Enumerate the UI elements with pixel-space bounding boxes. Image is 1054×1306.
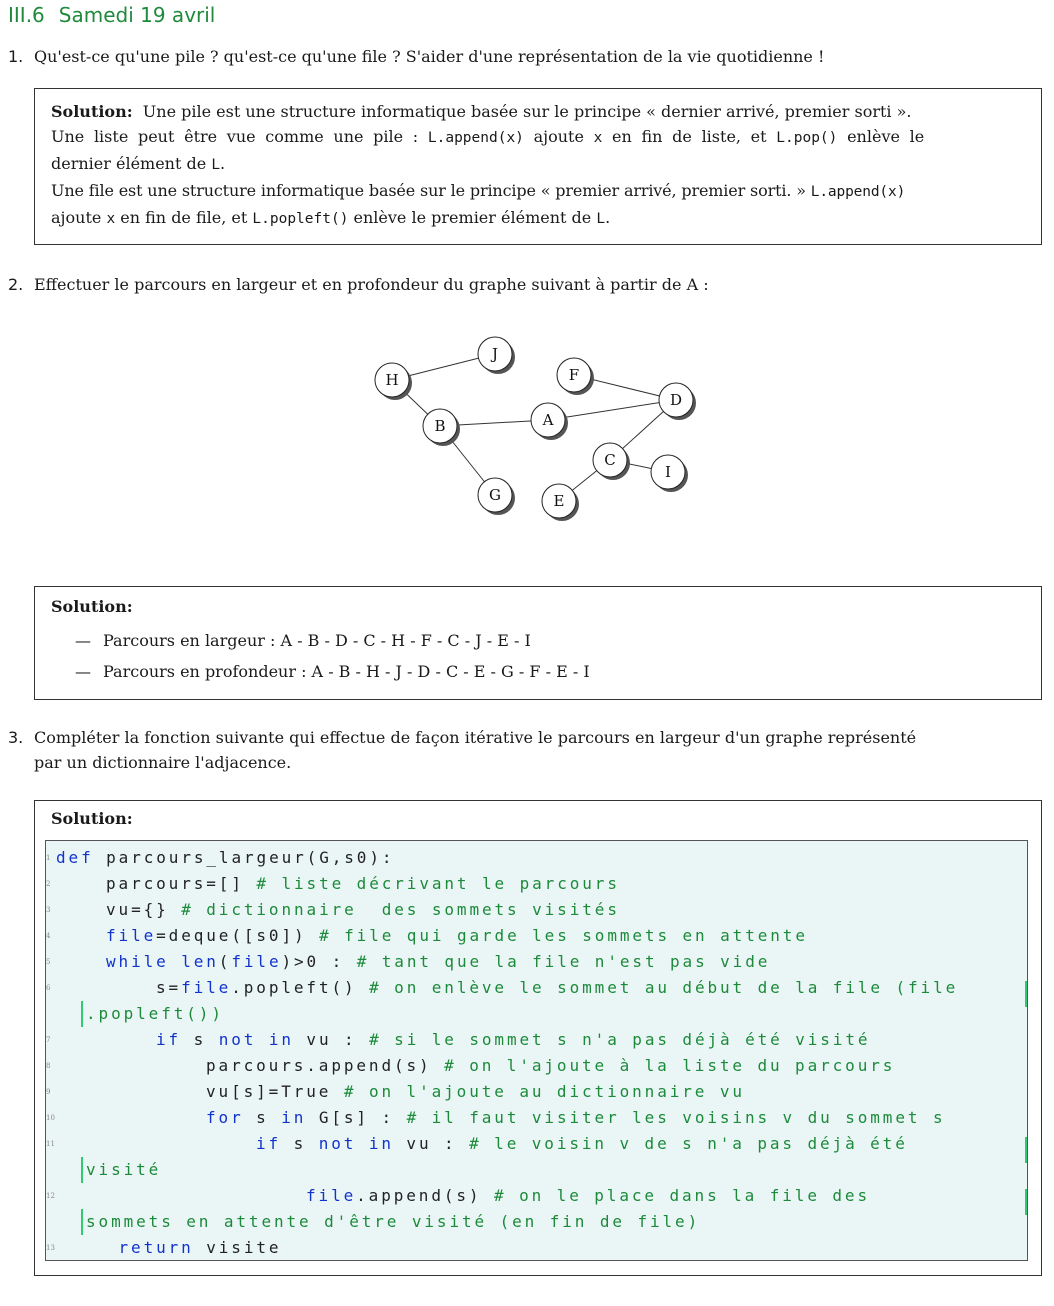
line-number: 13	[46, 1244, 55, 1252]
code-keyword: def	[56, 848, 94, 867]
dash: —	[75, 662, 91, 681]
code-keyword: not in	[318, 1134, 394, 1153]
question-number: 3.	[8, 728, 24, 747]
question-number: 2.	[8, 275, 24, 294]
inline-code: L.append(x)	[427, 130, 524, 146]
code-text: s	[181, 1030, 219, 1049]
question-text: Qu'est-ce qu'une pile ? qu'est-ce qu'une file ? S'aider d'une représentation de la vie quotidienne !	[34, 47, 825, 66]
line-number: 4	[46, 932, 51, 940]
code-comment: # liste décrivant le parcours	[256, 874, 620, 893]
code-keyword: while len	[106, 952, 219, 971]
code-text: s	[281, 1134, 319, 1153]
code-comment: # on l'ajoute à la liste du parcours	[444, 1056, 896, 1075]
graph-node-I	[651, 455, 688, 492]
code-line	[46, 975, 959, 1001]
code-line	[46, 1027, 871, 1053]
question-3	[0, 725, 1054, 775]
code-keyword: if	[156, 1030, 182, 1049]
graph-node-D	[659, 383, 696, 420]
section-number: III.6	[8, 3, 45, 27]
code-line	[46, 1235, 282, 1261]
code-text: =deque([s0])	[156, 926, 320, 945]
code-keyword: not in	[218, 1030, 294, 1049]
code-text: parcours_largeur(G,s0):	[93, 848, 395, 867]
code-text: (	[218, 952, 232, 971]
wrap-marker	[81, 1209, 83, 1235]
graph-node-label: E	[553, 492, 565, 510]
graph-node-label: J	[491, 345, 499, 363]
section-heading: Samedi 19 avril	[58, 3, 216, 27]
line-number: 11	[46, 1140, 55, 1148]
inline-code: L	[211, 157, 221, 173]
code-line	[46, 923, 808, 949]
wrap-marker	[1025, 1189, 1027, 1215]
code-comment: # dictionnaire des sommets visités	[181, 900, 620, 919]
code-comment: # on l'ajoute au dictionnaire vu	[343, 1082, 745, 1101]
code-comment: .popleft())	[86, 1004, 224, 1023]
text-run: Une pile est une structure informatique basée sur le principe « dernier arrivé, premier sorti ».	[142, 102, 912, 121]
line-number: 7	[46, 1036, 51, 1044]
code-comment: sommets en attente d'être visité (en fin de file)	[86, 1212, 701, 1231]
solution-label: Solution:	[51, 102, 133, 121]
text-run: en fin de liste, et	[612, 127, 767, 146]
inline-code: x	[593, 130, 603, 146]
wrap-marker	[81, 1157, 83, 1183]
code-text: vu :	[293, 1030, 370, 1049]
code-line	[46, 871, 620, 897]
code-text: .append(s)	[356, 1186, 495, 1205]
section-title	[8, 3, 215, 27]
code-keyword: file	[106, 926, 157, 945]
line-number: 12	[46, 1192, 55, 1200]
code-comment: # tant que la file n'est pas vide	[356, 952, 771, 971]
graph-node-label: I	[665, 463, 671, 481]
graph-node-B	[423, 409, 460, 446]
code-line	[46, 897, 620, 923]
text-run: enlève le	[847, 127, 925, 146]
graph-node-label: D	[669, 391, 683, 409]
graph-node-J	[478, 337, 515, 374]
code-comment: # on enlève le sommet au début de la file (file	[369, 978, 959, 997]
code-text: visite	[193, 1238, 282, 1257]
code-text: vu={}	[106, 900, 182, 919]
graph-node-H	[375, 363, 412, 400]
inline-code: L	[596, 211, 606, 227]
code-text: .popleft()	[231, 978, 370, 997]
line-number: 6	[46, 984, 51, 992]
line-number: 9	[46, 1088, 51, 1096]
code-comment: # il faut visiter les voisins v du sommet s	[406, 1108, 946, 1127]
code-comment: # si le sommet s n'a pas déjà été visité	[369, 1030, 871, 1049]
wrap-marker	[1025, 981, 1027, 1007]
code-keyword: for	[206, 1108, 244, 1127]
question-number: 1.	[8, 47, 24, 66]
text-run: enlève le premier élément de	[353, 208, 592, 227]
solution-label: Solution:	[51, 597, 133, 616]
code-text: parcours=[]	[106, 874, 257, 893]
code-text: G[s] :	[306, 1108, 407, 1127]
code-keyword: if	[256, 1134, 282, 1153]
code-line	[56, 1157, 161, 1183]
text-run: dernier élément de	[51, 154, 207, 173]
list-item	[75, 656, 590, 687]
question-text-line-1: Compléter la fonction suivante qui effectue de façon itérative le parcours en largeur d'un graphe représenté	[34, 728, 917, 747]
line-number: 8	[46, 1062, 51, 1070]
code-line	[46, 845, 395, 871]
code-line	[46, 1053, 896, 1079]
graph-node-label: A	[542, 411, 554, 429]
graph-node-F	[557, 358, 594, 395]
traversal-list	[75, 625, 590, 687]
code-keyword: file	[181, 978, 232, 997]
code-keyword: return	[118, 1238, 194, 1257]
graph-node-label: B	[434, 417, 446, 435]
code-comment: # le voisin v de s n'a pas déjà été	[469, 1134, 908, 1153]
graph-node-A	[531, 403, 568, 440]
graph-node-label: C	[604, 451, 616, 469]
line-number: 5	[46, 958, 51, 966]
line-number: 10	[46, 1114, 55, 1122]
code-line	[46, 949, 771, 975]
code-block	[45, 840, 1028, 1261]
graph-diagram	[360, 330, 720, 530]
code-keyword: file	[306, 1186, 357, 1205]
text-run: Une file est une structure informatique basée sur le principe « premier arrivé, premier sorti. »	[51, 181, 806, 200]
text-run: .	[605, 208, 611, 227]
question-2	[0, 272, 1054, 297]
text-run: ajoute	[533, 127, 584, 146]
solution-box-2	[34, 586, 1042, 700]
graph-node-G	[478, 478, 515, 515]
code-line	[46, 1105, 946, 1131]
solution-label: Solution:	[51, 809, 133, 828]
code-keyword: in	[281, 1108, 307, 1127]
solution-text-1	[51, 99, 1027, 232]
question-1	[0, 44, 1054, 69]
graph-node-C	[593, 443, 630, 480]
dash: —	[75, 631, 91, 650]
code-comment: visité	[86, 1160, 162, 1179]
code-text: s	[243, 1108, 282, 1127]
code-text: vu[s]=True	[206, 1082, 344, 1101]
inline-code: L.pop()	[776, 130, 838, 146]
inline-code: L.append(x)	[810, 184, 906, 200]
code-line	[56, 1209, 700, 1235]
code-line	[46, 1183, 870, 1209]
inline-code: L.popleft()	[252, 211, 349, 227]
wrap-marker	[1025, 1137, 1027, 1163]
text-run: ajoute	[51, 208, 102, 227]
code-text: parcours.append(s)	[206, 1056, 445, 1075]
line-number: 2	[46, 880, 51, 888]
text-run: .	[220, 154, 226, 173]
graph-node-label: F	[568, 366, 580, 384]
graph-node-label: G	[489, 486, 501, 504]
code-keyword: file	[231, 952, 282, 971]
wrap-marker	[81, 1001, 83, 1027]
list-item	[75, 625, 590, 656]
text-run: en fin de file, et	[120, 208, 248, 227]
code-line	[46, 1131, 908, 1157]
code-text: vu :	[393, 1134, 470, 1153]
text-run: Une liste peut être vue comme une pile :	[51, 127, 419, 146]
line-number: 1	[46, 854, 51, 862]
code-text: )>0 :	[281, 952, 357, 971]
code-comment: # file qui garde les sommets en attente	[319, 926, 808, 945]
graph-node-label: H	[385, 371, 399, 389]
code-text: s=	[156, 978, 182, 997]
solution-box-1	[34, 88, 1042, 245]
question-text-line-2: par un dictionnaire l'adjacence.	[34, 753, 292, 772]
code-comment: # on le place dans la file des	[494, 1186, 870, 1205]
inline-code: x	[106, 211, 116, 227]
line-number: 3	[46, 906, 51, 914]
bfs-result: Parcours en largeur : A - B - D - C - H - F - C - J - E - I	[103, 631, 531, 650]
dfs-result: Parcours en profondeur : A - B - H - J - D - C - E - G - F - E - I	[103, 662, 590, 681]
code-line	[46, 1079, 745, 1105]
question-text: Effectuer le parcours en largeur et en profondeur du graphe suivant à partir de A :	[34, 275, 709, 294]
